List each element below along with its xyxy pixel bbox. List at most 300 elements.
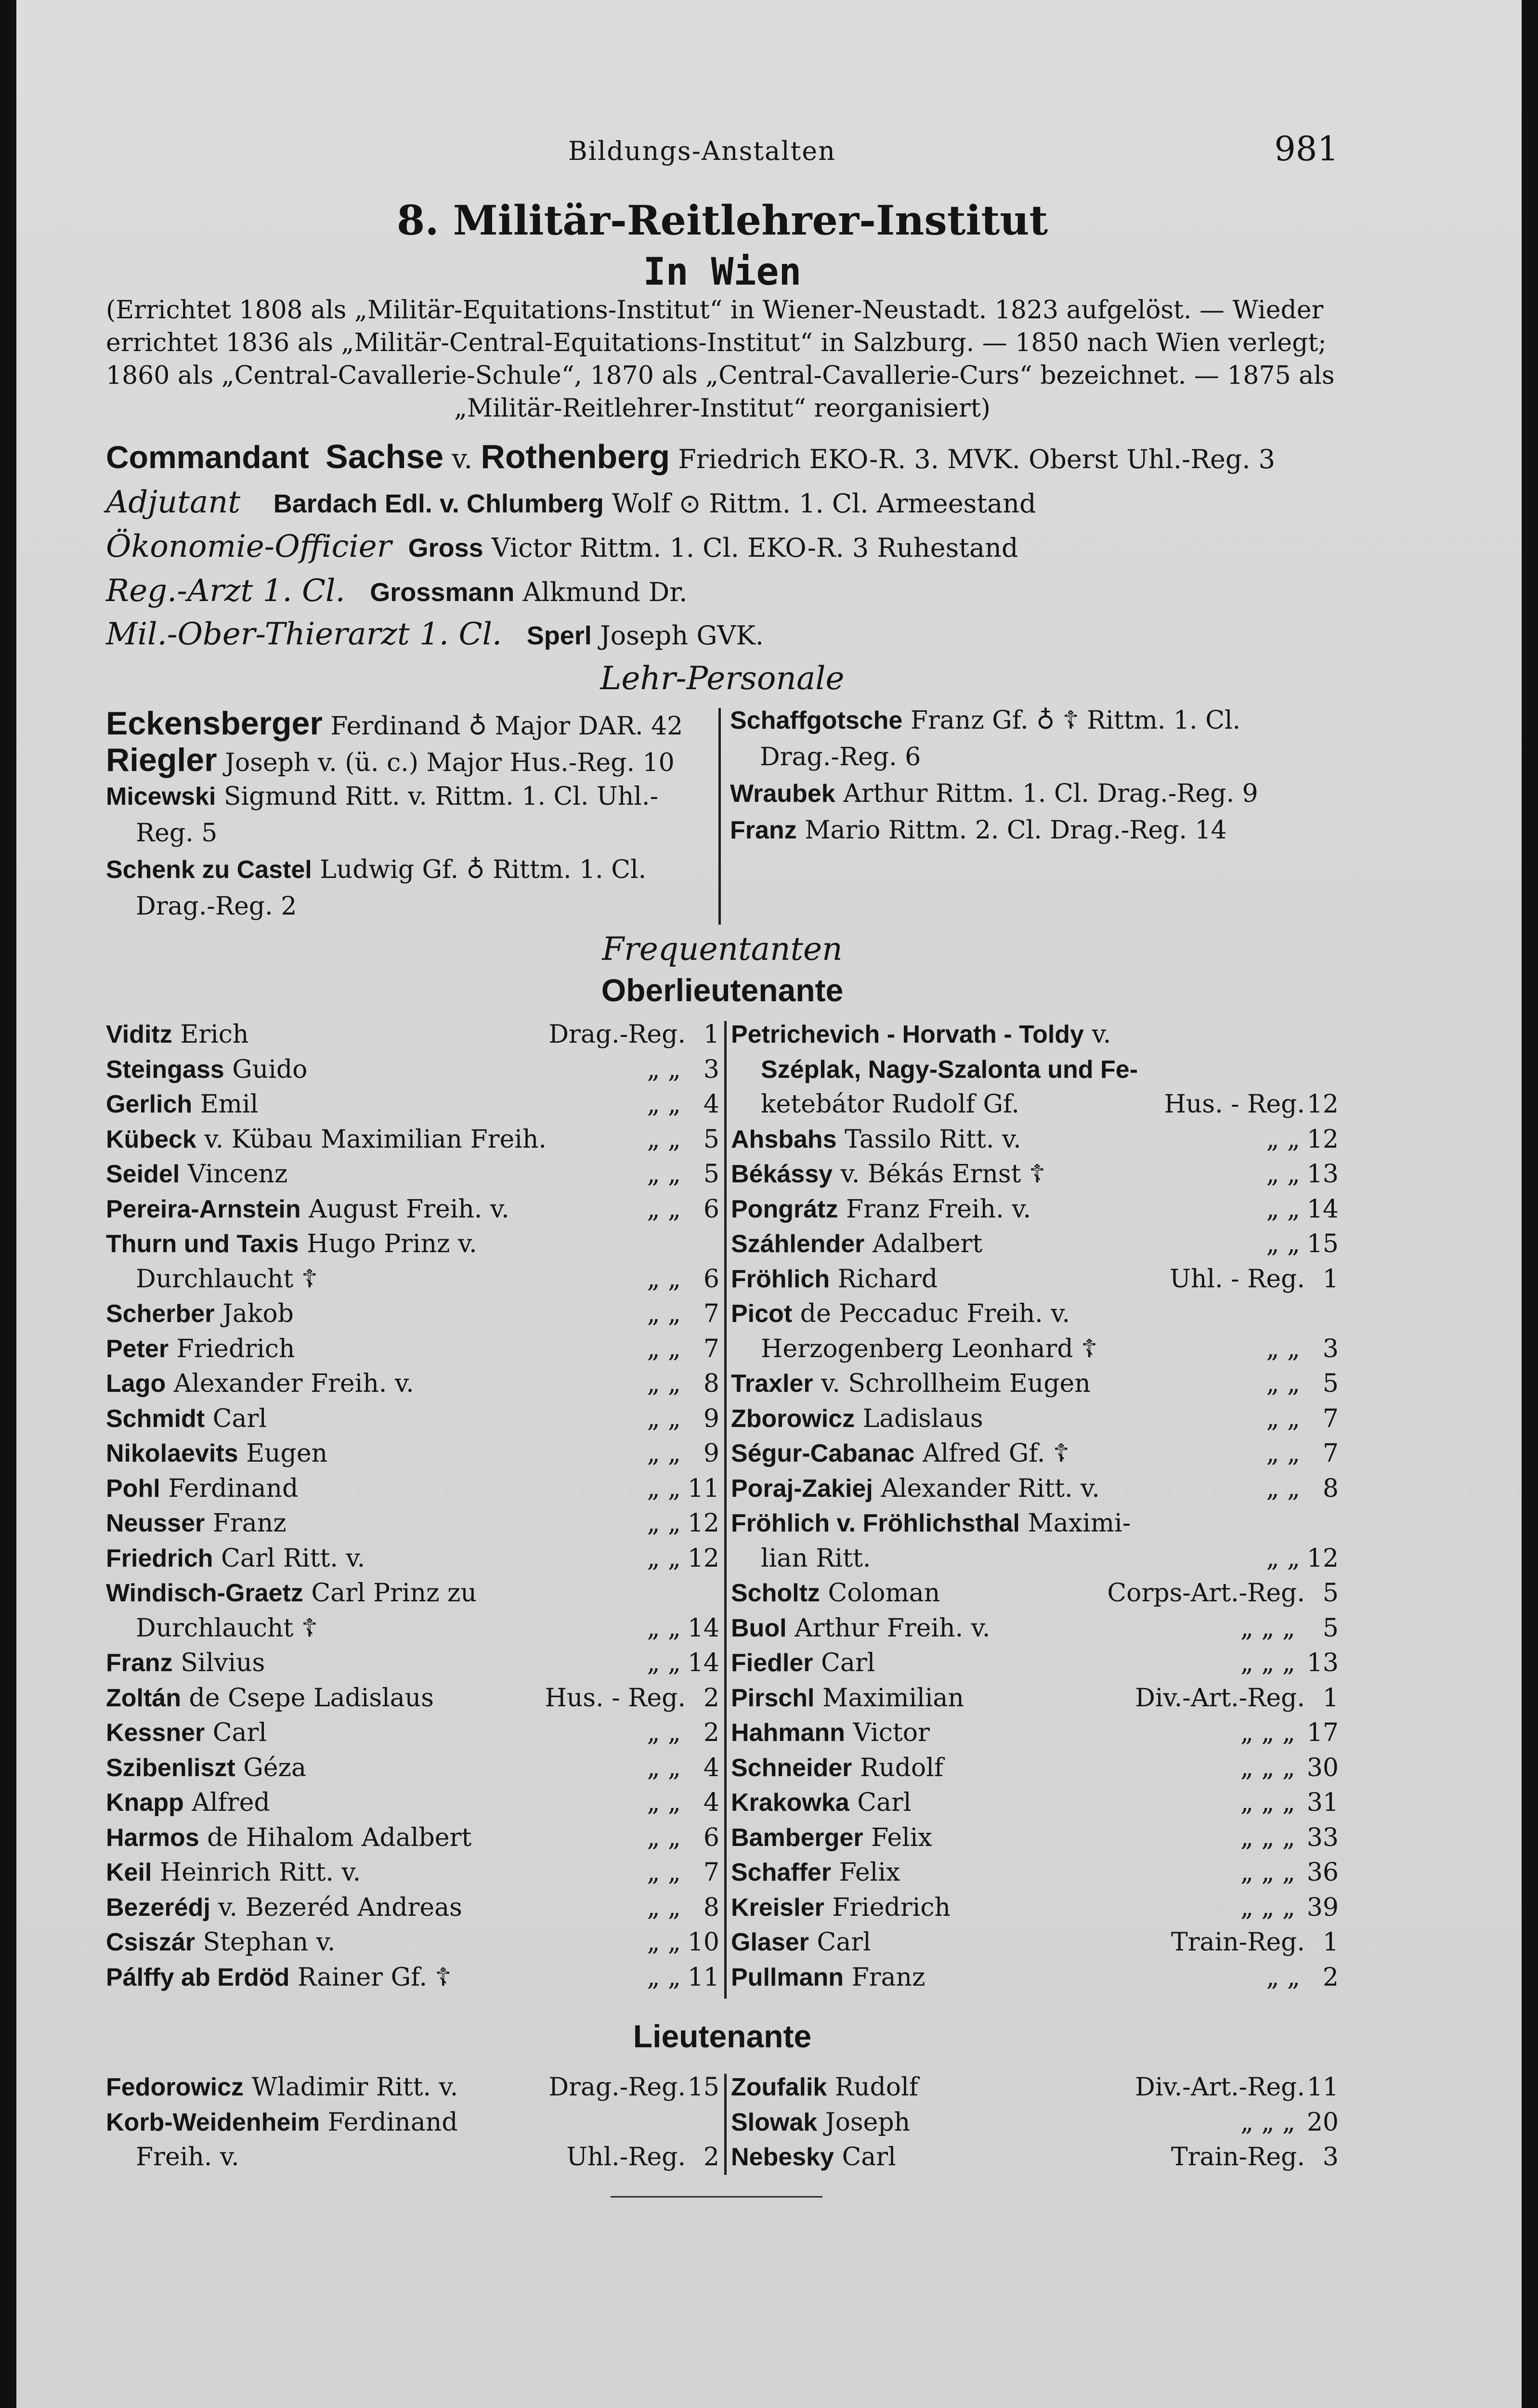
person-name [106,1401,267,1436]
surname: Pálffy ab Erdöd [106,1963,290,1991]
person-name [761,1332,1097,1366]
list-item [106,2105,719,2140]
surname: Picot [731,1300,793,1328]
staff-details: Victor Rittm. 1. Cl. EKO-R. 3 Ruhestand [491,533,1018,563]
name-continuation: Durchlaucht ☦ [136,1264,318,1294]
surname: Keil [106,1858,152,1886]
person-name [106,1506,287,1541]
person-name [106,1227,477,1261]
regiment-number: 12 [1306,1125,1339,1154]
lieutenante-left-column [106,2070,719,2175]
person-name [106,1332,295,1366]
ditto-marks: „ „ [1266,1404,1300,1433]
regiment-number: 4 [703,1090,719,1119]
person-name [106,1017,248,1052]
given-name: Silvius [181,1649,265,1677]
list-item [731,1855,1339,1890]
person-name [731,2070,918,2105]
list-item [106,1192,719,1227]
ditto-marks: „ „ „ [1240,1753,1295,1782]
ditto-marks: „ „ [647,1753,681,1782]
surname: Zoltán [106,1684,181,1712]
given-name: Carl [212,1404,267,1433]
regiment-number: 2 [703,1718,719,1747]
surname: Kessner [106,1719,205,1747]
given-name: Emil [200,1090,259,1119]
list-item [731,2105,1339,2140]
given-name: August Freih. v. [309,1194,509,1224]
person-name [731,1157,1045,1191]
list-item-continuation [106,888,708,925]
list-item [731,2140,1339,2175]
list-item [106,1296,719,1332]
given-name: Franz Freih. v. [846,1194,1031,1224]
surname: Harmos [106,1823,199,1852]
ditto-marks: „ „ [647,1474,681,1503]
person-details: Franz Gf. [910,706,1029,735]
list-item [106,778,708,815]
list-item [730,702,1339,739]
staff-role: Adjutant [106,484,241,520]
scan-border-left [0,0,16,2408]
regiment-number: 12 [687,1509,719,1538]
person-name [731,1751,943,1785]
page-header [106,129,1339,172]
surname: Windisch-Graetz [106,1579,303,1607]
ditto-marks: „ „ [647,1404,681,1433]
surname: Scherber [106,1300,215,1328]
list-item [106,1332,719,1367]
surname: Traxler [731,1370,813,1398]
surname: Buol [731,1614,787,1642]
order-symbol-icon: ⊙ [678,488,701,519]
surname: Glaser [731,1928,809,1956]
history-line: (Errichtet 1808 als „Militär-Equitations-Institut“ in Wiener-Neustadt. 1823 aufgelöst. — Wieder [106,296,1324,325]
ditto-marks: „ „ [1266,1160,1300,1189]
person-name [731,1227,982,1261]
order-symbol-icon: ♁ [468,712,487,741]
given-name: Maximi- [1028,1509,1131,1538]
ditto-marks: „ „ [647,1613,681,1643]
list-item [106,1052,719,1087]
person-name [106,1122,547,1157]
surname: Nikolaevits [106,1440,238,1467]
regiment-number: 6 [703,1264,719,1294]
person-name [106,1855,361,1890]
staff-role: Reg.-Arzt 1. Cl. [106,573,345,609]
name-continuation: ketebátor Rudolf Gf. [761,1090,1019,1119]
surname: Kübeck [106,1125,196,1153]
ditto-marks: „ „ „ [1240,1858,1295,1887]
person-name [106,1820,471,1855]
given-name: v. Békás Ernst ☦ [840,1160,1045,1189]
surname: Schmidt [106,1404,205,1433]
given-name: Rudolf [860,1753,944,1782]
surname: Fröhlich [731,1265,830,1293]
list-item [731,1366,1339,1401]
given-name: Carl [842,2143,896,2172]
regiment-number: 8 [1322,1474,1339,1503]
surname: Bamberger [731,1823,863,1852]
given-name: Hugo Prinz v. [307,1230,477,1258]
lieutenante-right-column [731,2070,1339,2175]
ditto-marks: „ „ [1266,1369,1300,1398]
given-name: Stephan v. [203,1928,336,1957]
ditto-marks: „ „ „ [1240,1613,1295,1643]
regiment-number: 2 [703,2143,719,2172]
person-name [731,1366,1091,1401]
surname: Petrichevich - Horvath - Toldy [731,1021,1084,1048]
ditto-marks: „ „ [647,1125,681,1154]
ditto-marks: „ „ „ [1240,2107,1295,2137]
regiment-number: 36 [1306,1858,1339,1887]
book-page [16,0,1522,2408]
person-name [106,1157,287,1191]
list-item [731,1576,1339,1611]
regiment-number: 14 [1306,1194,1339,1224]
given-name: Carl Prinz zu [311,1579,477,1608]
surname: Bezerédj [106,1893,210,1922]
list-item [106,742,708,778]
ditto-marks: „ „ [647,1090,681,1119]
surname: Schaffer [731,1858,832,1886]
person-details: Arthur Rittm. 1. Cl. Drag.-Reg. 9 [843,779,1258,808]
list-item [106,1541,719,1576]
person-name [731,1506,1131,1541]
regiment-number: 5 [1322,1579,1339,1608]
given-name: Guido [232,1055,308,1084]
ditto-marks: „ „ [1266,1125,1300,1154]
list-item [731,1401,1339,1437]
person-name [731,1471,1100,1506]
name-continuation: Durchlaucht ☦ [136,1613,318,1643]
surname: Poraj-Zakiej [731,1474,873,1503]
regiment-number: 5 [1322,1613,1339,1643]
surname: Viditz [106,1021,172,1048]
given-name: Friedrich [832,1893,951,1922]
surname: Pereira-Arnstein [106,1195,301,1223]
frequentanten-heading: Frequentanten [602,930,843,968]
list-item [731,1332,1339,1367]
person-details: Joseph v. (ü. c.) Major Hus.-Reg. 10 [225,748,675,777]
list-item [731,1052,1339,1087]
person-name: Franz [730,816,797,844]
list-item [731,1157,1339,1192]
given-name: Alfred [192,1788,270,1817]
history-line: 1860 als „Central-Cavallerie-Schule“, 1870 als „Central-Cavallerie-Curs“ bezeichnet. — 1875 als [106,361,1335,390]
name-continuation: Herzogenberg Leonhard ☦ [761,1334,1098,1363]
given-name: Alfred Gf. ☦ [922,1439,1069,1468]
ditto-marks: „ „ [647,1369,681,1398]
surname: Slowak [731,2108,818,2136]
person-name [731,1715,930,1750]
surname: Ahsbahs [731,1125,837,1153]
ditto-marks: „ „ [1266,1544,1300,1573]
staff-economy-officer [106,529,1339,564]
person-name [731,1820,932,1855]
list-item [731,1506,1339,1541]
staff-name: Gross [408,534,483,563]
given-name: Vincenz [187,1160,288,1189]
given-name: Carl [212,1718,267,1747]
regiment-number: 2 [703,1683,719,1713]
ditto-marks: „ „ [647,1823,681,1852]
list-item [106,1646,719,1681]
regiment-number: 1 [1322,1264,1339,1294]
person-name [106,1890,462,1925]
given-name: Coloman [828,1579,940,1608]
given-name: Erich [180,1020,249,1049]
list-item [106,1087,719,1122]
given-name: de Hihalom Adalbert [207,1823,472,1852]
surname: Fiedler [731,1649,813,1677]
regiment: Drag.-Reg. [548,1020,686,1049]
list-item [106,1017,719,1052]
name-continuation: Freih. v. [136,2143,239,2172]
ditto-marks: „ „ [647,1858,681,1887]
person-name: Eckensberger [106,705,323,742]
person-name [106,1192,509,1227]
ditto-marks: „ „ [1266,1194,1300,1224]
column-divider [718,708,721,925]
staff-adjutant [106,484,1339,520]
surname: Pohl [106,1474,160,1503]
list-item [731,1296,1339,1332]
regiment: Train-Reg. [1171,2143,1305,2172]
ditto-marks: „ „ [1266,1439,1300,1468]
ditto-marks: „ „ [1266,1230,1300,1258]
given-name: de Peccaduc Freih. v. [800,1299,1070,1328]
person-name [106,1471,298,1506]
regiment-number: 7 [703,1334,719,1363]
given-name: Rainer Gf. ☦ [297,1963,452,1992]
person-name [106,1785,270,1820]
surname: Seidel [106,1160,180,1188]
list-item [106,1471,719,1506]
oberlieutenante-right-column [731,1017,1339,1995]
list-item [731,1751,1339,1786]
staff-details-2: Rittm. 1. Cl. Armeestand [709,488,1036,519]
person-name [731,1925,871,1960]
regiment-number: 12 [687,1544,719,1573]
regiment-number: 6 [703,1823,719,1852]
person-name [136,1262,318,1296]
surname: Krakowka [731,1789,849,1817]
ditto-marks: „ „ [647,1160,681,1189]
given-name: Ferdinand [327,2107,458,2137]
staff-name: Bardach Edl. v. Chlumberg [273,489,604,518]
list-item [106,1436,719,1471]
column-divider [724,1021,727,1999]
list-item [731,1890,1339,1925]
ditto-marks: „ „ [647,1544,681,1573]
staff-name: Sperl [526,621,592,650]
staff-role: Ökonomie-Officier [106,529,392,564]
regiment-number: 11 [687,1963,719,1992]
regiment: Div.-Art.-Reg. [1135,1683,1305,1713]
running-title: Bildungs-Anstalten [568,136,836,166]
staff-role: Commandant [106,439,309,475]
person-name [106,1751,306,1785]
list-item [106,705,708,742]
person-name [136,2140,239,2174]
list-item [106,1785,719,1820]
given-name: Alexander Freih. v. [173,1369,414,1398]
order-symbol-icon: ♁ ☦ [1036,706,1079,735]
person-name [731,2140,896,2174]
surname: Szibenliszt [106,1754,235,1782]
regiment-number: 12 [1306,1090,1339,1119]
list-item [106,1715,719,1751]
given-name: v. Kübau Maximilian Freih. [204,1125,547,1154]
given-name: Carl Ritt. v. [221,1544,365,1573]
person-name [731,1192,1031,1227]
given-name: Heinrich Ritt. v. [159,1858,361,1887]
list-item [731,1925,1339,1960]
staff-details: Wolf [612,488,671,519]
surname: Száhlender [731,1230,865,1258]
person-name [731,2105,910,2140]
person-name [106,1576,477,1610]
list-item [106,1122,719,1157]
list-item [106,2070,719,2105]
person-name [106,1052,307,1087]
ditto-marks: „ „ „ [1240,1649,1295,1677]
list-item [731,1820,1339,1856]
list-item [106,1506,719,1541]
surname: Kreisler [731,1893,824,1922]
person-name [106,1087,258,1122]
ditto-marks: „ „ [647,1928,681,1957]
person-name: Riegler [106,742,217,778]
surname: Békássy [731,1160,833,1188]
person-name [731,1262,938,1296]
staff-details: Joseph GVK. [600,620,764,651]
regiment: Corps-Art.-Reg. [1107,1579,1305,1608]
list-item [731,1192,1339,1227]
person-name [106,1436,327,1471]
staff-veterinarian [106,616,1339,652]
lehr-left-column [106,705,708,925]
surname: Peter [106,1335,169,1363]
list-item [106,1401,719,1437]
regiment-number: 14 [687,1649,719,1677]
given-name: v. Bezeréd Andreas [218,1893,462,1922]
regiment-number: 2 [1322,1963,1339,1992]
person-name [136,1611,318,1646]
person-name [106,1646,265,1680]
column-divider [724,2074,727,2175]
list-item [731,1715,1339,1751]
person-name [731,1681,964,1715]
staff-name-2: Rothenberg [481,438,670,475]
order-symbol-icon: ♁ [466,855,485,884]
surname: Franz [106,1649,173,1677]
given-name: Eugen [246,1439,328,1468]
person-name [106,1925,335,1960]
given-name: de Csepe Ladislaus [189,1683,434,1713]
surname: Zborowicz [731,1404,855,1433]
oberlieutenante-left-column [106,1017,719,1995]
person-name [731,1611,990,1646]
person-details: Drag.-Reg. 2 [136,892,297,921]
surname: Schneider [731,1754,852,1782]
lieutenante-heading: Lieutenante [633,2018,812,2054]
ditto-marks: „ „ [1266,1474,1300,1503]
regiment: Div.-Art.-Reg. [1135,2073,1305,2102]
given-name: Wladimir Ritt. v. [251,2073,458,2102]
list-item [106,1855,719,1890]
list-item [730,812,1339,849]
staff-role: Mil.-Ober-Thierarzt 1. Cl. [106,616,502,652]
regiment-number: 7 [1322,1439,1339,1468]
person-name: Wraubek [730,780,835,808]
given-name: Carl [857,1788,912,1817]
regiment-number: 3 [1322,2143,1339,2172]
person-name [731,1855,900,1890]
page-number: 981 [1274,129,1339,169]
person-name [106,1541,365,1576]
surname: Hahmann [731,1719,845,1747]
list-item [106,1890,719,1925]
regiment-number: 11 [1306,2073,1339,2102]
given-name: Franz [212,1509,287,1538]
person-name [761,1052,1138,1087]
given-name: Tassilo Ritt. v. [845,1125,1021,1154]
list-item-continuation [730,739,1339,775]
surname: Steingass [106,1055,224,1084]
list-item [106,1611,719,1646]
list-item [106,1681,719,1716]
surname: Pullmann [731,1963,844,1991]
regiment-number: 13 [1306,1160,1339,1189]
given-name: Arthur Freih. v. [795,1613,991,1643]
person-name [106,1366,414,1401]
given-name: Alexander Ritt. v. [881,1474,1100,1503]
regiment: Uhl. - Reg. [1170,1264,1305,1294]
given-name: Ladislaus [862,1404,983,1433]
surname: Knapp [106,1789,184,1817]
surname: Csiszár [106,1928,195,1956]
regiment-number: 14 [687,1613,719,1643]
given-name: Adalbert [872,1230,983,1258]
person-name [731,1017,1111,1052]
surname: Fedorowicz [106,2073,244,2101]
surname: Ségur-Cabanac [731,1440,915,1467]
person-name [731,1890,951,1925]
person-details: Mario Rittm. 2. Cl. Drag.-Reg. 14 [805,816,1227,845]
given-name: Géza [243,1753,306,1782]
regiment-number: 30 [1306,1753,1339,1782]
ditto-marks: „ „ [647,1893,681,1922]
regiment: Hus. - Reg. [545,1683,686,1713]
person-name [761,1541,871,1576]
lehr-right-column [730,702,1339,849]
list-item [731,1646,1339,1681]
surname: Nebesky [731,2143,834,2171]
staff-particle: v. [452,444,473,475]
given-name: Joseph [825,2107,911,2137]
staff-name: Sachse [326,438,444,475]
staff-name: Grossmann [370,578,515,607]
name-continuation: lian Ritt. [761,1544,871,1573]
surname: Thurn und Taxis [106,1230,299,1258]
person-name [106,1681,434,1715]
list-item [106,1227,719,1262]
regiment-number: 9 [703,1404,719,1433]
section-subtitle: In Wien [643,250,802,294]
surname: Scholtz [731,1579,820,1607]
